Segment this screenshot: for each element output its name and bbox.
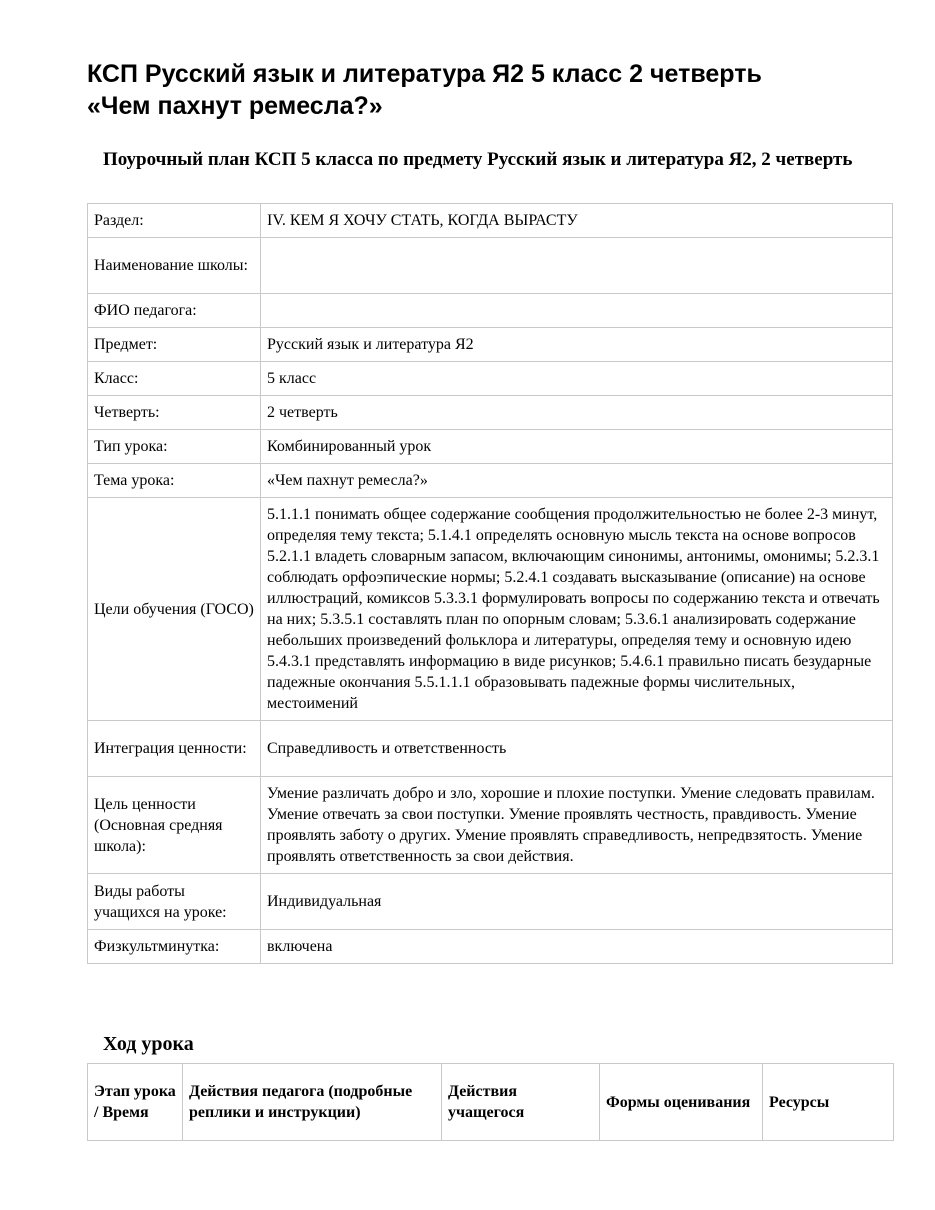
column-header-resources: Ресурсы (763, 1064, 894, 1141)
table-header-row (88, 1064, 894, 1141)
plan-heading: Поурочный план КСП 5 класса по предмету Русский язык и литература Я2, 2 четверть (103, 149, 853, 170)
row-label: Предмет: (88, 328, 261, 362)
row-value: 5 класс (261, 362, 893, 396)
table-row (88, 204, 893, 238)
row-value: Справедливость и ответственность (261, 721, 893, 777)
row-label: Физкультминутка: (88, 930, 261, 964)
row-label: Интеграция ценности: (88, 721, 261, 777)
table-row (88, 328, 893, 362)
row-label: Раздел: (88, 204, 261, 238)
row-label: ФИО педагога: (88, 294, 261, 328)
row-label: Виды работы учащихся на уроке: (88, 874, 261, 930)
table-row (88, 294, 893, 328)
table-row (88, 721, 893, 777)
column-header-teacher-actions: Действия педагога (подробные реплики и инструкции) (183, 1064, 442, 1141)
table-row (88, 362, 893, 396)
row-value: Русский язык и литература Я2 (261, 328, 893, 362)
lesson-info-table (87, 203, 893, 964)
row-value: IV. КЕМ Я ХОЧУ СТАТЬ, КОГДА ВЫРАСТУ (261, 204, 893, 238)
row-value: Умение различать добро и зло, хорошие и плохие поступки. Умение следовать правилам. Умение отвечать за свои поступки. Умение проявлять честность, правдивость. Умение проявлять заботу о других. Умение проявлять справедливость, непредвзятость. Умение проявлять ответственность за свои действия. (261, 777, 893, 874)
row-label: Цели обучения (ГОСО) (88, 498, 261, 721)
row-label: Цель ценности (Основная средняя школа): (88, 777, 261, 874)
table-row (88, 430, 893, 464)
lesson-progress-heading: Ход урока (103, 1033, 194, 1055)
row-label: Класс: (88, 362, 261, 396)
table-row (88, 777, 893, 874)
row-value: «Чем пахнут ремесла?» (261, 464, 893, 498)
row-value: Индивидуальная (261, 874, 893, 930)
table-row (88, 464, 893, 498)
row-label: Тип урока: (88, 430, 261, 464)
table-row (88, 930, 893, 964)
table-row (88, 874, 893, 930)
column-header-stage: Этап урока / Время (88, 1064, 183, 1141)
row-label: Тема урока: (88, 464, 261, 498)
row-value: 5.1.1.1 понимать общее содержание сообщения продолжительностью не более 2-3 минут, определяя тему текста; 5.1.4.1 определять основную мысль текста на основе вопросов 5.2.1.1 владеть словарным запасом, включающим синонимы, антонимы, омонимы; 5.2.3.1 соблюдать орфоэпические нормы; 5.2.4.1 создавать высказывание (описание) на основе иллюстраций, комиксов 5.3.3.1 формулировать вопросы по содержанию текста и отвечать на них; 5.3.5.1 составлять план по опорным словам; 5.3.6.1 анализировать содержание небольших произведений фольклора и литературы, определяя тему и основную идею 5.4.3.1 представлять информацию в виде рисунков; 5.4.6.1 правильно писать безударные падежные окончания 5.5.1.1.1 образовывать падежные формы числительных, местоимений (261, 498, 893, 721)
row-value: Комбинированный урок (261, 430, 893, 464)
table-row (88, 238, 893, 294)
row-value (261, 294, 893, 328)
row-value: 2 четверть (261, 396, 893, 430)
table-row (88, 498, 893, 721)
title-line-2: «Чем пахнут ремесла?» (87, 92, 383, 120)
row-value (261, 238, 893, 294)
lesson-progress-table (87, 1063, 894, 1141)
document-title (87, 58, 887, 122)
row-label: Наименование школы: (88, 238, 261, 294)
table-row (88, 396, 893, 430)
row-label: Четверть: (88, 396, 261, 430)
column-header-student-actions: Действия учащегося (442, 1064, 600, 1141)
column-header-assessment: Формы оценивания (600, 1064, 763, 1141)
title-line-1: КСП Русский язык и литература Я2 5 класс 2 четверть (87, 60, 762, 88)
row-value: включена (261, 930, 893, 964)
